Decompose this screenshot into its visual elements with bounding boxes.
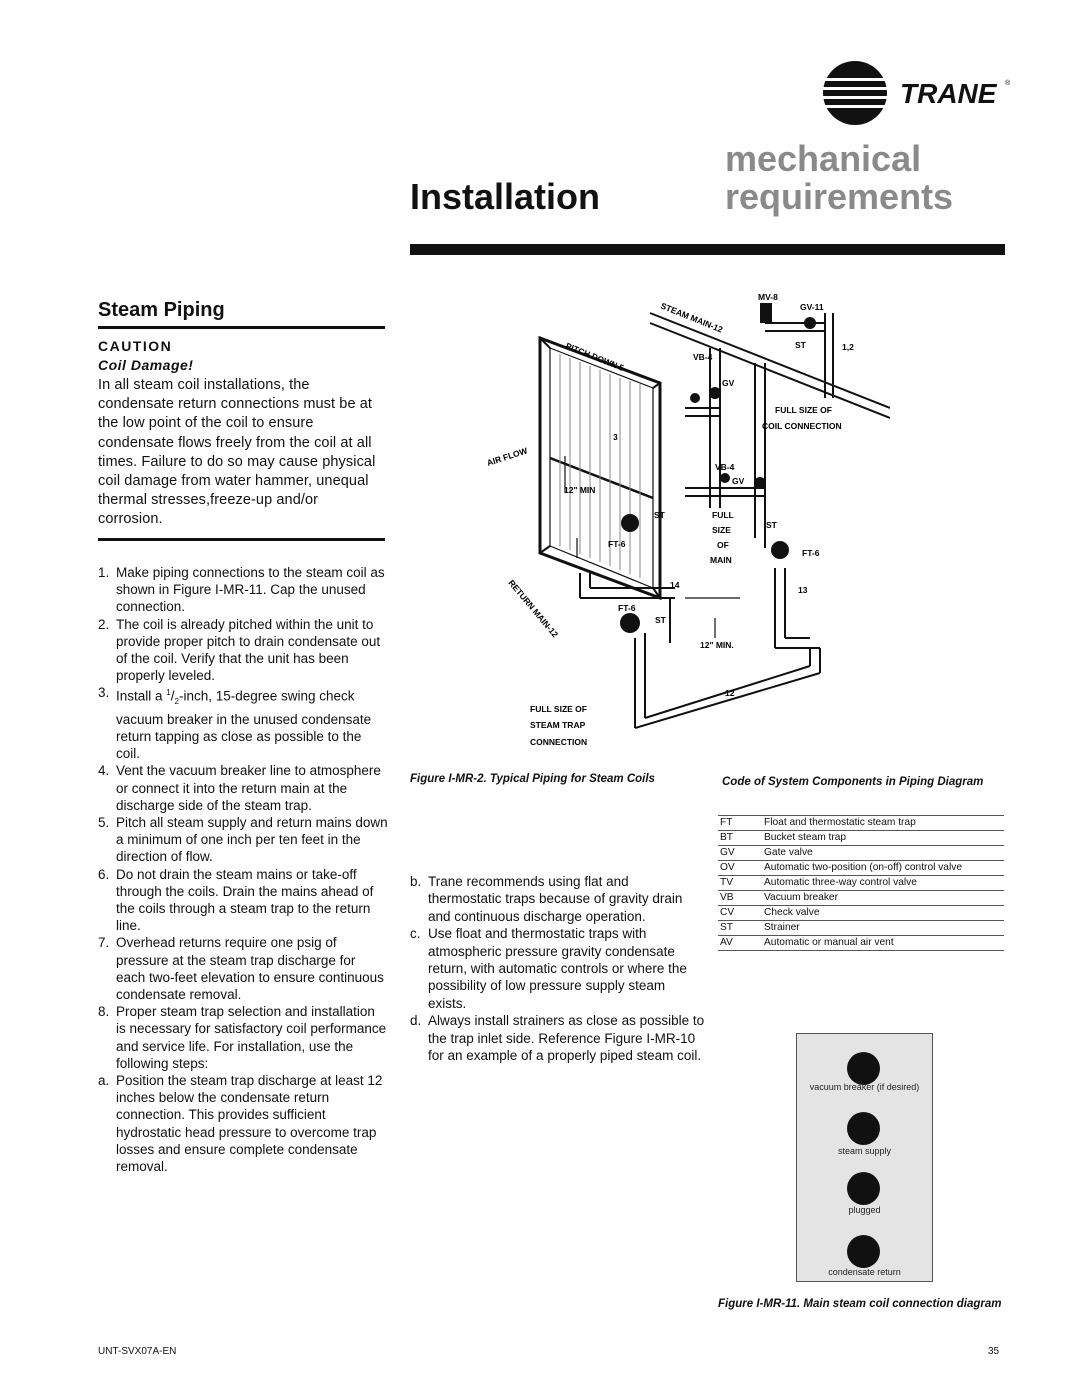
label-ft6-left: FT-6 <box>608 539 626 549</box>
trane-logo <box>820 58 1015 128</box>
code-cell: CV <box>718 906 762 921</box>
label-1-2: 1,2 <box>842 342 854 352</box>
table-row <box>718 816 1004 831</box>
step-a: a. Position the steam trap discharge at least 12 inches below the condensate return connection. This provides sufficient hydrostatic head pressure to overcome trap losses and ensure complete condensate removal. <box>98 1073 383 1175</box>
header-topic-line1: mechanical <box>725 138 922 179</box>
label-st-right: ST <box>766 520 777 530</box>
label-plugged: plugged <box>848 1205 881 1215</box>
label-full-size-of-top: FULL SIZE OF <box>775 405 832 415</box>
description-cell: Automatic two-position (on-off) control valve <box>762 861 1004 876</box>
label-12-min: 12" MIN <box>564 485 596 495</box>
label-return-main: RETURN MAIN-12 <box>506 577 561 640</box>
label-13: 13 <box>798 585 808 595</box>
code-cell: AV <box>718 936 762 951</box>
label-steam-main: STEAM MAIN-12 <box>659 300 725 335</box>
label-coil-connection: COIL CONNECTION <box>762 421 842 431</box>
label-mv8: MV-8 <box>758 292 778 302</box>
label-vacuum-breaker: vacuum breaker (if desired) <box>809 1082 920 1092</box>
table-row <box>718 891 1004 906</box>
label-vb4-top: VB-4 <box>693 352 713 362</box>
logo-wordmark: TRANE <box>900 78 997 109</box>
step-6: 6. Do not drain the steam mains or take-off through the coils. Drain the mains ahead of the coils through a steam trap to the return line. <box>98 866 374 934</box>
description-cell: Bucket steam trap <box>762 831 1004 846</box>
step-1: 1. Make piping connections to the steam coil as shown in Figure I-MR-11. Cap the unused connection. <box>98 565 385 615</box>
table-row <box>718 876 1004 891</box>
description-cell: Gate valve <box>762 846 1004 861</box>
code-cell: FT <box>718 816 762 831</box>
code-cell: ST <box>718 921 762 936</box>
code-table <box>718 815 1004 951</box>
label-12-min-bottom: 12" MIN. <box>700 640 734 650</box>
caution-bottom-rule <box>98 538 385 541</box>
label-full: FULL <box>712 510 734 520</box>
code-cell: OV <box>718 861 762 876</box>
label-condensate-return: condensate return <box>828 1267 901 1277</box>
table-row <box>718 831 1004 846</box>
figure-11-caption: Figure I-MR-11. Main steam coil connection diagram <box>718 1298 1002 1310</box>
step-b: b. Trane recommends using flat and thermostatic traps because of gravity drain and continuous discharge operation. <box>410 874 683 924</box>
step-8: 8. Proper steam trap selection and installation is necessary for satisfactory coil performance and service life. For installation, use the following steps: <box>98 1004 387 1071</box>
label-connection: CONNECTION <box>530 737 588 747</box>
code-table-title: Code of System Components in Piping Diagram <box>722 776 984 788</box>
step-7: 7. Overhead returns require one psig of pressure at the steam trap discharge for each two-feet elevation to ensure continuous condensate removal. <box>98 935 384 1003</box>
label-12: 12 <box>725 688 735 698</box>
description-cell: Automatic or manual air vent <box>762 936 1004 951</box>
label-st-bottom: ST <box>655 615 666 625</box>
connection-dot-steam-supply <box>847 1112 880 1145</box>
table-row <box>718 921 1004 936</box>
label-gv-mid: GV <box>732 476 745 486</box>
label-gv-top: GV <box>722 378 735 388</box>
label-14: 14 <box>670 580 680 590</box>
step-c: c. Use float and thermostatic traps with atmospheric pressure gravity condensate return, with automatic controls or where the possibility of low pressure supply steam exists. <box>410 926 687 1011</box>
description-cell: Automatic three-way control valve <box>762 876 1004 891</box>
logo-circle-mark <box>820 61 890 125</box>
registered-mark: ® <box>1005 80 1011 87</box>
caution-text: In all steam coil installations, the condensate return connections must be at the low point of the coil to ensure condensate flows freely from the coil at all times. Failure to do so may cause physical coil damage from water hammer, unequal thermal stresses,freeze-up and/or corrosion. <box>98 377 376 528</box>
label-steam-trap: STEAM TRAP <box>530 720 586 730</box>
step-2: 2. The coil is already pitched within the unit to provide proper pitch to drain condensate out of the coil. Verify that the unit has been properly leveled. <box>98 616 381 684</box>
step-5: 5. Pitch all steam supply and return mains down a minimum of one inch per ten feet in the direction of flow. <box>98 815 388 865</box>
label-steam-supply: steam supply <box>837 1146 892 1156</box>
table-row <box>718 906 1004 921</box>
label-size: SIZE <box>712 525 731 535</box>
label-full-size-of-bottom: FULL SIZE OF <box>530 704 587 714</box>
header-section: Installation <box>410 176 601 217</box>
code-cell: VB <box>718 891 762 906</box>
header-topic <box>725 140 953 216</box>
label-air-flow: AIR FLOW <box>485 445 529 468</box>
label-of: OF <box>717 540 729 550</box>
installation-steps <box>98 564 388 1175</box>
footer-doc-id: UNT-SVX07A-EN <box>98 1346 177 1357</box>
label-pitch-down: PITCH DOWN 5 <box>564 340 626 374</box>
description-cell: Float and thermostatic steam trap <box>762 816 1004 831</box>
description-cell: Check valve <box>762 906 1004 921</box>
step-4: 4. Vent the vacuum breaker line to atmosphere or connect it into the return main at the discharge side of the steam trap. <box>98 763 381 813</box>
trap-steps <box>410 873 705 1064</box>
header-topic-line2: requirements <box>725 176 954 217</box>
caution-subtitle: Coil Damage! <box>98 357 194 373</box>
steam-main-pipe <box>650 313 890 418</box>
steam-piping-diagram <box>470 288 890 758</box>
description-cell: Vacuum breaker <box>762 891 1004 906</box>
section-title: Steam Piping <box>98 299 225 321</box>
table-row <box>718 861 1004 876</box>
caution-label: CAUTION <box>98 338 173 354</box>
step-3: 3. Install a $^1/_2$-inch, 15-degree swing check vacuum breaker in the unused condensate return tapping as close as possible to the coil. <box>98 685 372 762</box>
table-row <box>718 936 1004 951</box>
caution-top-rule <box>98 326 385 329</box>
label-3: 3 <box>613 432 618 442</box>
connection-dot-condensate-return <box>847 1235 880 1268</box>
connection-dot-vacuum-breaker <box>847 1052 880 1085</box>
label-main: MAIN <box>710 555 732 565</box>
figure-2-caption: Figure I-MR-2. Typical Piping for Steam Coils <box>410 773 655 785</box>
step-d: d. Always install strainers as close as possible to the trap inlet side. Reference Figure I-MR-10 for an example of a properly piped steam coil. <box>410 1013 705 1064</box>
description-cell: Strainer <box>762 921 1004 936</box>
label-gv11: GV-11 <box>800 302 824 312</box>
coil-connection-diagram <box>796 1033 933 1282</box>
label-st-mid: ST <box>654 510 665 520</box>
label-st-top: ST <box>795 340 806 350</box>
code-cell: GV <box>718 846 762 861</box>
label-vb4-mid: VB-4 <box>715 462 735 472</box>
page-number: 35 <box>988 1346 1000 1357</box>
code-cell: TV <box>718 876 762 891</box>
label-ft6-right: FT-6 <box>802 548 820 558</box>
connection-dot-plugged <box>847 1172 880 1205</box>
code-cell: BT <box>718 831 762 846</box>
header-rule <box>410 244 1005 255</box>
label-ft6-bottom: FT-6 <box>618 603 636 613</box>
table-row <box>718 846 1004 861</box>
